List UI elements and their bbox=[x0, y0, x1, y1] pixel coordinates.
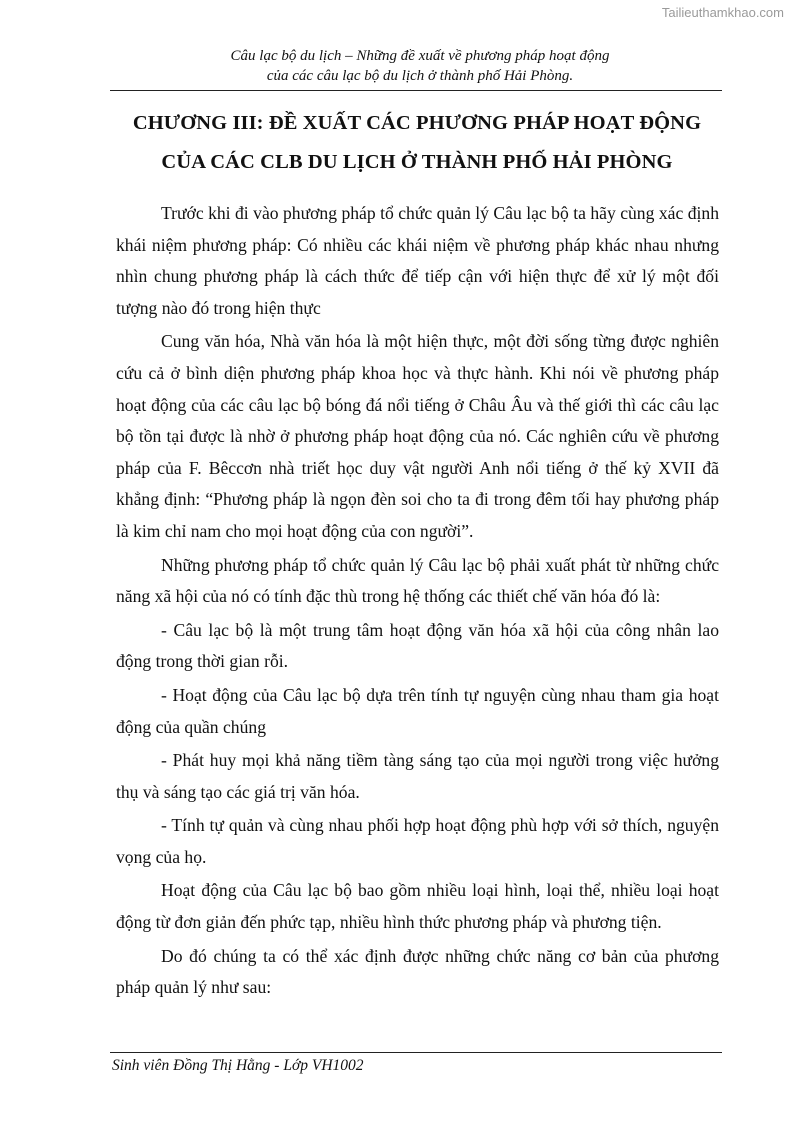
header-line-1: Câu lạc bộ du lịch – Những đề xuất về phương pháp hoạt động bbox=[230, 48, 610, 64]
paragraph-3: Những phương pháp tổ chức quản lý Câu lạc bộ phải xuất phát từ những chức năng xã hội của nó có tính đặc thù trong hệ thống các thiết chế văn hóa đó là: bbox=[116, 554, 719, 607]
bullet-2: - Hoạt động của Câu lạc bộ dựa trên tính tự nguyện cùng nhau tham gia hoạt động của quần chúng bbox=[116, 684, 719, 737]
chapter-title-line-1: CHƯƠNG III: ĐỀ XUẤT CÁC PHƯƠNG PHÁP HOẠT ĐỘNG bbox=[132, 112, 702, 134]
bullet-1: - Câu lạc bộ là một trung tâm hoạt động văn hóa xã hội của công nhân lao động trong thời gian rỗi. bbox=[116, 619, 719, 672]
watermark: Tailieuthamkhao.com bbox=[661, 5, 784, 20]
header-divider bbox=[110, 90, 722, 91]
bullet-4: - Tính tự quản và cùng nhau phối hợp hoạt động phù hợp với sở thích, nguyện vọng của họ. bbox=[116, 815, 719, 867]
footer-divider bbox=[110, 1052, 722, 1053]
paragraph-4: Hoạt động của Câu lạc bộ bao gồm nhiều loại hình, loại thể, nhiều loại hoạt động từ đơn giản đến phức tạp, nhiều hình thức phương pháp và phương tiện. bbox=[116, 880, 719, 933]
running-header bbox=[110, 46, 730, 92]
body-text bbox=[116, 198, 719, 1006]
chapter-title bbox=[100, 104, 734, 182]
chapter-title-line-2: CỦA CÁC CLB DU LỊCH Ở THÀNH PHỐ HẢI PHÒNG bbox=[161, 151, 673, 173]
paragraph-1: Trước khi đi vào phương pháp tổ chức quản lý Câu lạc bộ ta hãy cùng xác định khái niệm phương pháp: Có nhiều các khái niệm về phương pháp khác nhau nhưng nhìn chung phương pháp là cách thức để tiếp cận với hiện thực để xử lý một đối tượng nào đó trong hiện thực bbox=[116, 203, 719, 318]
footer: Sinh viên Đồng Thị Hằng - Lớp VH1002 bbox=[112, 1057, 364, 1074]
paragraph-2: Cung văn hóa, Nhà văn hóa là một hiện thực, một đời sống từng được nghiên cứu cả ở bình diện phương pháp khoa học và thực hành. Khi nói về phương pháp hoạt động của các câu lạc bộ bóng đá nổi tiếng ở Châu Âu và thế giới thì các câu lạc bộ tồn tại được là nhờ ở phương pháp hoạt động của nó. Các nghiên cứu về phương pháp của F. Bêccơn nhà triết học duy vật người Anh nổi tiếng ở thế kỷ XVII đã khẳng định: “Phương pháp là ngọn đèn soi cho ta đi trong đêm tối hay phương pháp là kim chỉ nam cho mọi hoạt động của con người”. bbox=[116, 331, 719, 541]
paragraph-5: Do đó chúng ta có thể xác định được những chức năng cơ bản của phương pháp quản lý như sau: bbox=[116, 945, 719, 998]
bullet-3: - Phát huy mọi khả năng tiềm tàng sáng tạo của mọi người trong việc hưởng thụ và sáng tạo các giá trị văn hóa. bbox=[116, 750, 719, 802]
header-line-2: của các câu lạc bộ du lịch ở thành phố Hải Phòng. bbox=[266, 68, 574, 84]
